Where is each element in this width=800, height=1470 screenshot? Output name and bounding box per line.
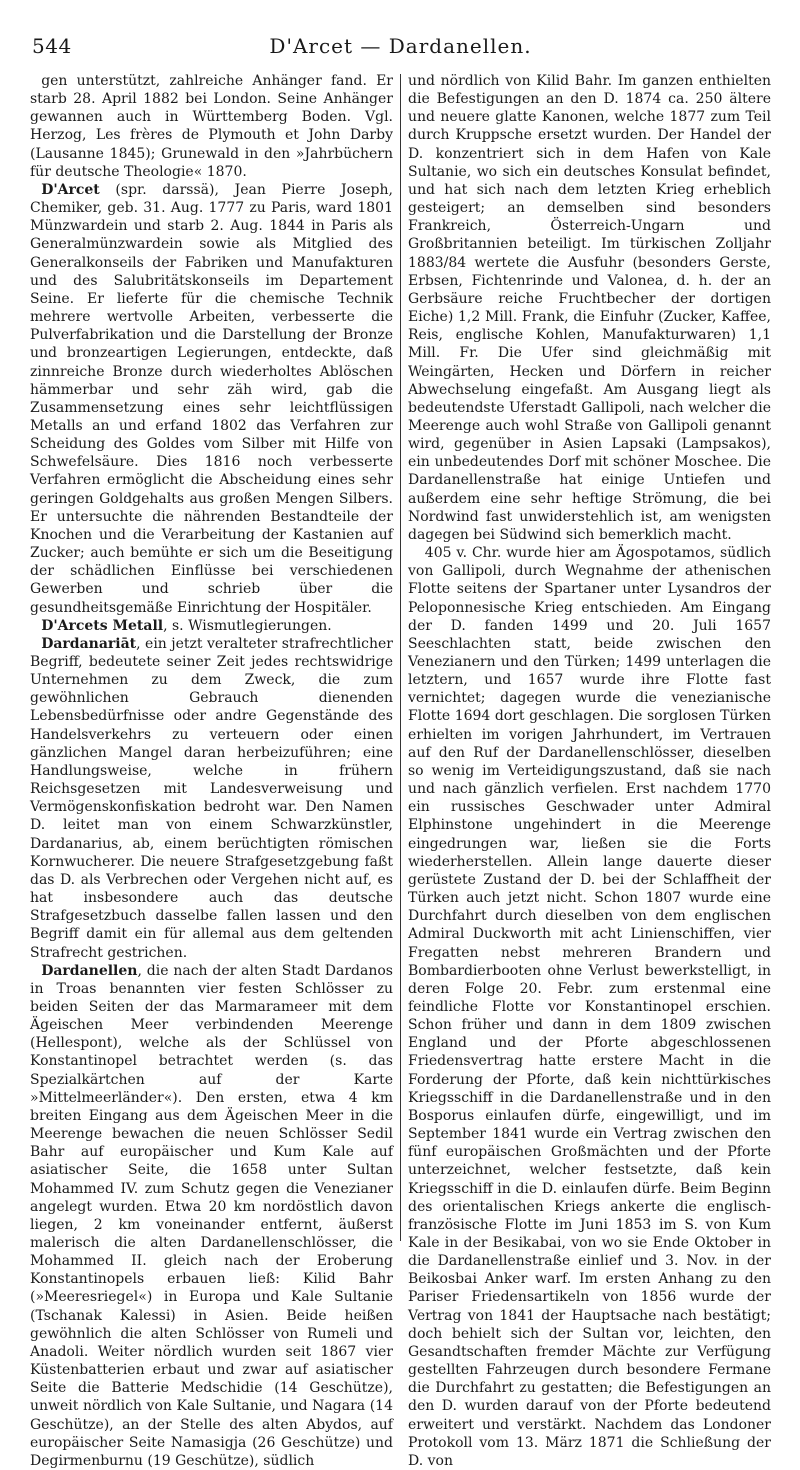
entry-darcets-metall [30, 617, 393, 635]
entry-text: , die nach der alten Stadt Dardanos in Troas benannten vier festen Schlösser zu beiden Seiten der das Marmarameer mit dem Ägeischen Meer verbindenden Meerenge (Hellespont), welche als der Schlüssel von Konstantinopel betrachtet werden (s. das Spezialkärtchen auf der Karte »Mittelmeerländer«). Den ersten, etwa 4 km breiten Eingang aus dem Ägeischen Meer in die Meerenge bewachen die neuen Schlösser Sedil Bahr auf europäischer und Kum Kale auf asiatischer Seite, die 1658 unter Sultan Mohammed IV. zum Schutz gegen die Venezianer angelegt wurden. Etwa 20 km nordöstlich davon liegen, 2 km voneinander entfernt, äußerst malerisch die alten Dardanellenschlösser, die Mohammed II. gleich nach der Eroberung Konstantinopels erbauen ließ: Kilid Bahr (»Meeresriegel«) in Europa und Kale Sultanie (Tschanak Kalessi) in Asien. Beide heißen gewöhnlich die alten Schlösser von Rumeli und Anadoli. Weiter nördlich wurden seit 1867 vier Küstenbatterien erbaut und zwar auf asiatischer Seite die Batterie Medschidie (14 Geschütze), unweit nördlich von Kale Sultanie, und Nagara (14 Geschütze), an der Stelle des alten Abydos, auf europäischer Seite Namasigja (26 Geschütze) und Degirmenburnu (19 Geschütze), südlich [30, 962, 393, 1469]
right-column [401, 72, 771, 1469]
entry-text: , s. Wismutlegierungen. [163, 617, 332, 634]
entry-headword: Dardanariāt [41, 635, 137, 652]
entry-text: (spr. darssä), Jean Pierre Joseph, Chemiker, geb. 31. Aug. 1777 zu Paris, ward 1801 Münzwardein und starb 2. Aug. 1844 in Paris als Generalmünzwardein sowie als Mitglied des Generalkonseils der Fabriken und Manufakturen und des Salubritätskonseils im Departement Seine. Er lieferte für die chemische Technik mehrere wertvolle Arbeiten, verbesserte die Pulverfabrikation und die Darstellung der Bronze und bronzeartigen Legierungen, entdeckte, daß zinnreiche Bronze durch wiederholtes Ablöschen hämmerbar und sehr zäh wird, gab die Zusammensetzung eines sehr leichtflüssigen Metalls an und erfand 1802 das Verfahren zur Scheidung des Goldes vom Silber mit Hilfe von Schwefelsäure. Dies 1816 noch verbesserte Verfahren ermöglicht die Abscheidung eines sehr geringen Goldgehalts aus großen Mengen Silbers. Er untersuchte die nährenden Bestandteile der Knochen und die Verarbeitung der Kastanien auf Zucker; auch bemühte er sich um die Beseitigung der schädlichen Einflüsse bei verschiedenen Gewerben und schrieb über die gesundheitsgemäße Einrichtung der Hospitäler. [30, 181, 393, 616]
entry-continuation [30, 72, 393, 181]
entry-headword: D'Arcet [41, 181, 100, 198]
entry-headword: D'Arcets Metall [41, 617, 164, 634]
entry-text: gen unterstützt, zahlreiche Anhänger fand. Er starb 28. April 1882 bei London. Seine Anhänger gewannen auch in Württemberg Boden. Vgl. Herzog, Les frères de Plymouth et John Darby (Lausanne 1845); Grunewald in den »Jahrbüchern für deutsche Theologie« 1870. [30, 73, 393, 180]
entry-dardanellen [30, 962, 393, 1470]
page-number: 544 [32, 34, 72, 58]
left-column [30, 72, 400, 1469]
page-header [30, 34, 771, 60]
paragraph: 405 v. Chr. wurde hier am Ägospotamos, südlich von Gallipoli, durch Wegnahme der athenischen Flotte seitens der Spartaner unter Lysandros der Peloponnesische Krieg entschieden. Am Eingang der D. fanden 1499 und 20. Juli 1657 Seeschlachten statt, beide zwischen den Venezianern und den Türken; 1499 unterlagen die letztern, und 1657 wurde ihre Flotte fast vernichtet; dagegen wurde die venezianische Flotte 1694 dort geschlagen. Die sorglosen Türken erhielten im vorigen Jahrhundert, im Vertrauen auf den Ruf der Dardanellenschlösser, dieselben so wenig im Verteidigungszustand, daß sie nach und nach gänzlich verfielen. Erst nachdem 1770 ein russisches Geschwader unter Admiral Elphinstone ungehindert in die Meerenge eingedrungen war, ließen sie die Forts wiederherstellen. Allein lange dauerte dieser gerüstete Zustand der D. bei der Schlaffheit der Türken auch jetzt nicht. Schon 1807 wurde eine Durchfahrt durch dieselben von dem englischen Admiral Duckworth mit acht Linienschiffen, vier Fregatten nebst mehreren Brandern und Bombardierbooten ohne Verlust bewerkstelligt, in deren Folge 20. Febr. zum erstenmal eine feindliche Flotte vor Konstantinopel erschien. Schon früher und dann in dem 1809 zwischen England und der Pforte abgeschlossenen Friedensvertrag hatte erstere Macht in die Forderung der Pforte, daß kein nichttürkisches Kriegsschiff in die Dardanellenstraße und in den Bosporus einlaufen dürfe, eingewilligt, und im September 1841 wurde ein Vertrag zwischen den fünf europäischen Großmächten und der Pforte unterzeichnet, welcher festsetzte, daß kein Kriegsschiff in die D. einlaufen dürfe. Beim Beginn des orientalischen Kriegs ankerte die englisch-französische Flotte im Juni 1853 im S. von Kum Kale in der Besikabai, von wo sie Ende Oktober in die Dardanellenstraße einlief und 3. Nov. in der Beikosbai Anker warf. Im ersten Anhang zu den Pariser Friedensartikeln von 1856 wurde der Vertrag von 1841 der Hauptsache nach bestätigt; doch behielt sich der Sultan vor, leichten, den Gesandtschaften fremder Mächte zur Verfügung gestellten Fahrzeugen durch besondere Fermane die Durchfahrt zu gestatten; die Befestigungen an den D. wurden darauf von der Pforte bedeutend erweitert und verstärkt. Nachdem das Londoner Protokoll vom 13. März 1871 die Schließung der D. von [408, 545, 771, 1469]
paragraph: und nördlich von Kilid Bahr. Im ganzen enthielten die Befestigungen an den D. 1874 ca. 250 ältere und neuere glatte Kanonen, welche 1877 zum Teil durch Kruppsche ersetzt wurden. Der Handel der D. konzentriert sich in dem Hafen von Kale Sultanie, wo sich ein deutsches Konsulat befindet, und hat sich nach dem letzten Krieg erheblich gesteigert; an demselben sind besonders Frankreich, Österreich-Ungarn und Großbritannien beteiligt. Im türkischen Zolljahr 1883/84 wertete die Ausfuhr (besonders Gerste, Erbsen, Fichtenrinde und Valonea, d. h. der an Gerbsäure reiche Fruchtbecher der dortigen Eiche) 1,2 Mill. Frank, die Einfuhr (Zucker, Kaffee, Reis, englische Kohlen, Manufakturwaren) 1,1 Mill. Fr. Die Ufer sind gleichmäßig mit Weingärten, Hecken und Dörfern in reicher Abwechselung eingefaßt. Am Ausgang liegt als bedeutendste Uferstadt Gallipoli, nach welcher die Meerenge auch wohl Straße von Gallipoli genannt wird, gegenüber in Asien Lapsaki (Lampsakos), ein unbedeutendes Dorf mit schöner Moschee. Die Dardanellenstraße hat einige Untiefen und außerdem eine sehr heftige Strömung, die bei Nordwind fast unwiderstehlich ist, am wenigsten dagegen bei Südwind sich bemerklich macht. [408, 73, 771, 543]
running-title: D'Arcet — Dardanellen. [269, 34, 532, 58]
entry-text: , ein jetzt veralteter strafrechtlicher Begriff, bedeutete seiner Zeit jedes rechtswidrige Unternehmen zu dem Zweck, die zum gewöhnlichen Gebrauch dienenden Lebensbedürfnisse oder andre Gegenstände des Handelsverkehrs zu verteuern oder einen gänzlichen Mangel daran herbeizuführen; eine Handlungsweise, welche in frühern Reichsgesetzen mit Landesverweisung und Vermögenskonfiskation bedroht war. Den Namen D. leitet man von einem Schwarzkünstler, Dardanarius, ab, einem berüchtigten römischen Kornwucherer. Die neuere Strafgesetzgebung faßt das D. als Verbrechen oder Vergehen nicht auf, es hat insbesondere auch das deutsche Strafgesetzbuch dasselbe fallen lassen und den Begriff damit ein für allemal aus dem geltenden Strafrecht gestrichen. [30, 635, 393, 961]
entry-headword: Dardanellen [41, 962, 138, 979]
entry-darcet [30, 181, 393, 617]
entry-dardanariat [30, 635, 393, 962]
text-columns [30, 72, 771, 1469]
